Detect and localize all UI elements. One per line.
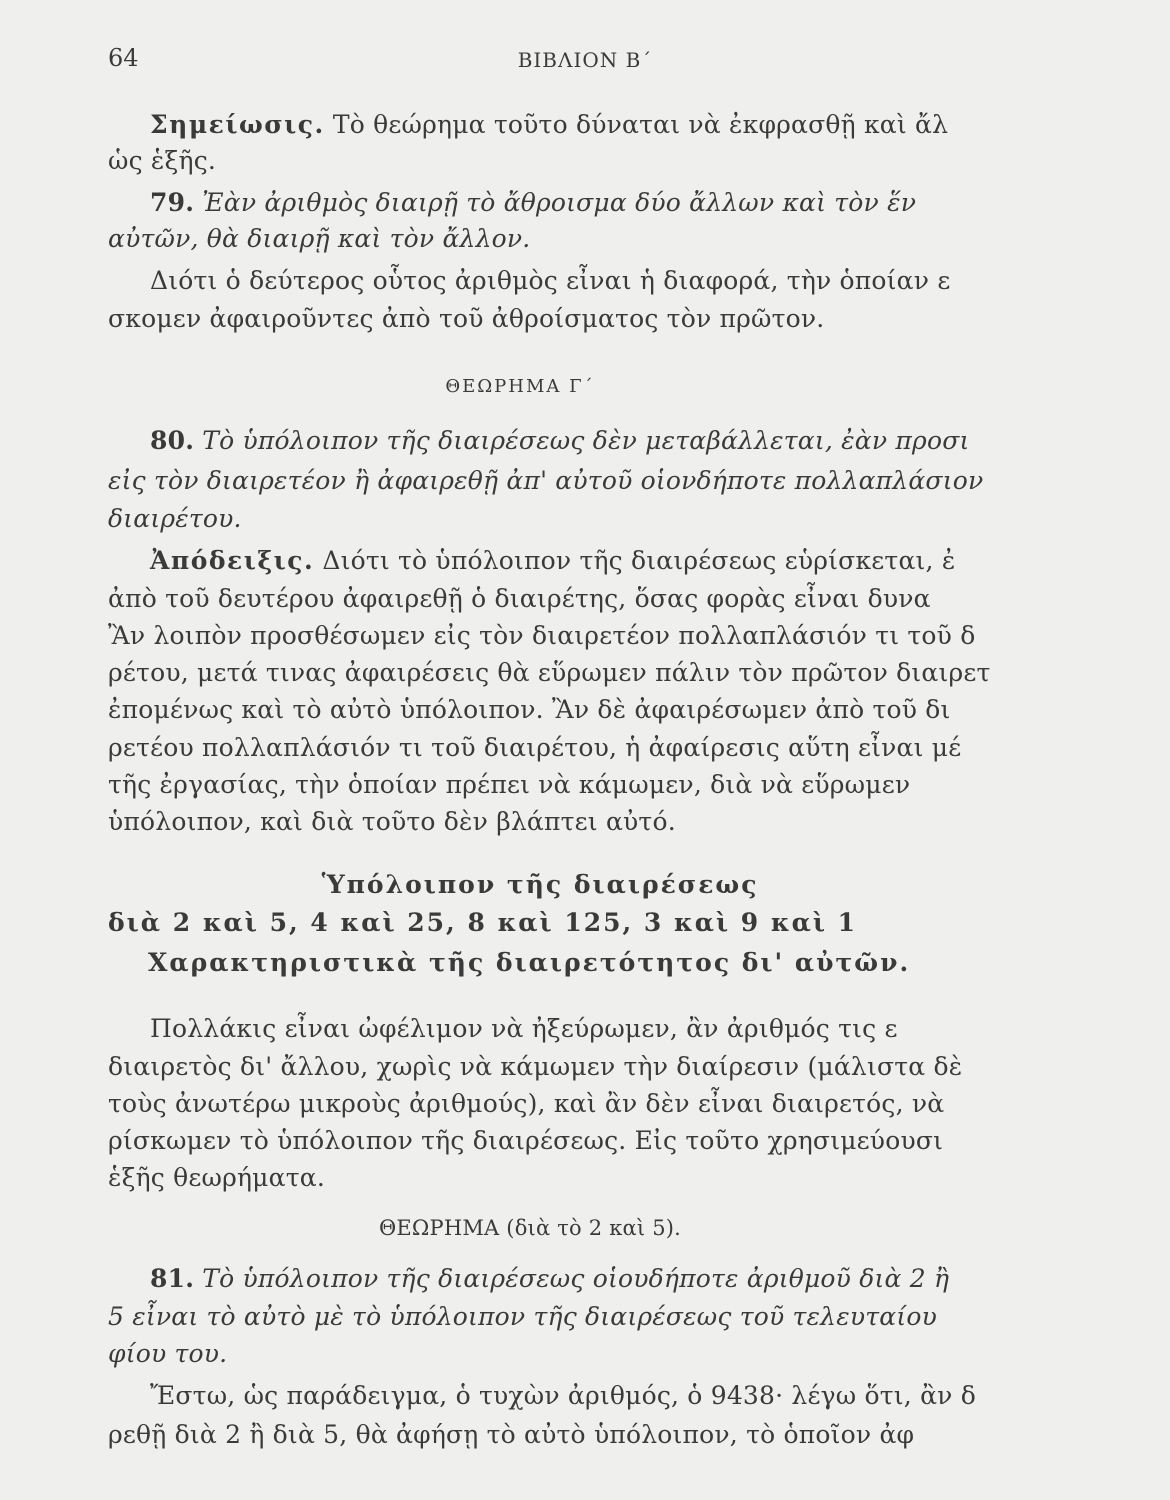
- proposition-79: [150, 188, 917, 218]
- text-span: Τὸ θεώρημα τοῦτο δύναται νὰ ἐκφρασθῇ καὶ ἄλ: [324, 110, 949, 139]
- text-line: ὑπόλοιπον, καὶ διὰ τοῦτο δὲν βλάπτει αὐτό.: [108, 807, 676, 836]
- theorem-heading: ΘΕΩΡΗΜΑ Γ΄: [445, 376, 595, 397]
- text-line: 5 εἶναι τὸ αὐτὸ μὲ τὸ ὑπόλοιπον τῆς διαιρέσεως τοῦ τελευταίου: [108, 1302, 937, 1331]
- proposition-number: 80.: [150, 426, 195, 455]
- proposition-number: 79.: [150, 188, 195, 217]
- text-line: ἀπὸ τοῦ δευτέρου ἀφαιρεθῇ ὁ διαιρέτης, ὅσας φορὰς εἶναι δυνα: [108, 584, 931, 613]
- text-line: ρεθῇ διὰ 2 ἢ διὰ 5, θὰ ἀφήσῃ τὸ αὐτὸ ὑπόλοιπον, τὸ ὁποῖον ἀφ: [108, 1420, 915, 1449]
- text-line: ἐπομένως καὶ τὸ αὐτὸ ὑπόλοιπον. Ἂν δὲ ἀφαιρέσωμεν ἀπὸ τοῦ δι: [108, 695, 951, 724]
- text-line: σκομεν ἀφαιροῦντες ἀπὸ τοῦ ἀθροίσματος τὸν πρῶτον.: [108, 304, 825, 333]
- text-line: Πολλάκις εἶναι ὠφέλιμον νὰ ἠξεύρωμεν, ἂν ἀριθμός τις ε: [150, 1014, 898, 1043]
- section-heading-line-1: Ὑπόλοιπον τῆς διαιρέσεως: [321, 870, 759, 899]
- text-line: τῆς ἐργασίας, τὴν ὁποίαν πρέπει νὰ κάμωμεν, διὰ νὰ εὕρωμεν: [108, 770, 911, 799]
- text-span: Τὸ ὑπόλοιπον τῆς διαιρέσεως δὲν μεταβάλλεται, ἐὰν προσι: [194, 426, 970, 455]
- text-line: αὐτῶν, θὰ διαιρῇ καὶ τὸν ἄλλον.: [108, 224, 531, 253]
- text-line: φίου του.: [108, 1339, 228, 1368]
- remark-label: Σημείωσις.: [150, 110, 325, 139]
- text-line: ρίσκωμεν τὸ ὑπόλοιπον τῆς διαιρέσεως. Εἰς τοῦτο χρησιμεύουσι: [108, 1126, 944, 1155]
- text-line: τοὺς ἀνωτέρω μικροὺς ἀριθμούς), καὶ ἂν δὲν εἶναι διαιρετός, νὰ: [108, 1089, 945, 1118]
- text-span: Τὸ ὑπόλοιπον τῆς διαιρέσεως οἱουδήποτε ἀριθμοῦ διὰ 2 ἢ: [194, 1264, 950, 1293]
- text-line: εἰς τὸν διαιρετέον ἢ ἀφαιρεθῇ ἀπ' αὐτοῦ οἱονδήποτε πολλαπλάσιον: [108, 466, 984, 495]
- text-line: [150, 546, 956, 576]
- proposition-80: [150, 426, 970, 456]
- text-line: ἑξῆς θεωρήματα.: [108, 1163, 325, 1192]
- proposition-81: [150, 1264, 950, 1294]
- text-line: ρέτου, μετά τινας ἀφαιρέσεις θὰ εὕρωμεν πάλιν τὸν πρῶτον διαιρετ: [108, 658, 991, 687]
- section-heading-line-3: Χαρακτηριστικὰ τῆς διαιρετότητος δι' αὐτῶν.: [148, 948, 911, 977]
- text-span: Διότι τὸ ὑπόλοιπον τῆς διαιρέσεως εὑρίσκεται, ἐ: [314, 546, 956, 575]
- text-line: Διότι ὁ δεύτερος οὗτος ἀριθμὸς εἶναι ἡ διαφορά, τὴν ὁποίαν ε: [150, 266, 951, 295]
- proof-label: Ἀπόδειξις.: [150, 546, 315, 575]
- text-line: Ἔστω, ὡς παράδειγμα, ὁ τυχὼν ἀριθμός, ὁ 9438· λέγω ὅτι, ἂν δ: [150, 1381, 976, 1410]
- text-line: Ἂν λοιπὸν προσθέσωμεν εἰς τὸν διαιρετέον πολλαπλάσιόν τι τοῦ δ: [108, 621, 976, 650]
- running-title: ΒΙΒΛΙΟΝ Β΄: [517, 48, 653, 72]
- page-number: 64: [108, 44, 139, 72]
- text-line: ρετέου πολλαπλάσιόν τι τοῦ διαιρέτου, ἡ ἀφαίρεσις αὕτη εἶναι μέ: [108, 733, 962, 762]
- text-line: ὡς ἑξῆς.: [108, 146, 217, 175]
- text-line: [150, 110, 949, 140]
- section-heading-line-2: διὰ 2 καὶ 5, 4 καὶ 25, 8 καὶ 125, 3 καὶ 9 καὶ 1: [108, 908, 858, 937]
- text-line: διαιρέτου.: [108, 504, 242, 533]
- theorem-heading: ΘΕΩΡΗΜΑ (διὰ τὸ 2 καὶ 5).: [378, 1216, 682, 1240]
- text-line: διαιρετὸς δι' ἄλλου, χωρὶς νὰ κάμωμεν τὴν διαίρεσιν (μάλιστα δὲ: [108, 1052, 963, 1081]
- text-span: Ἐὰν ἀριθμὸς διαιρῇ τὸ ἄθροισμα δύο ἄλλων καὶ τὸν ἕν: [194, 188, 917, 217]
- proposition-number: 81.: [150, 1264, 195, 1293]
